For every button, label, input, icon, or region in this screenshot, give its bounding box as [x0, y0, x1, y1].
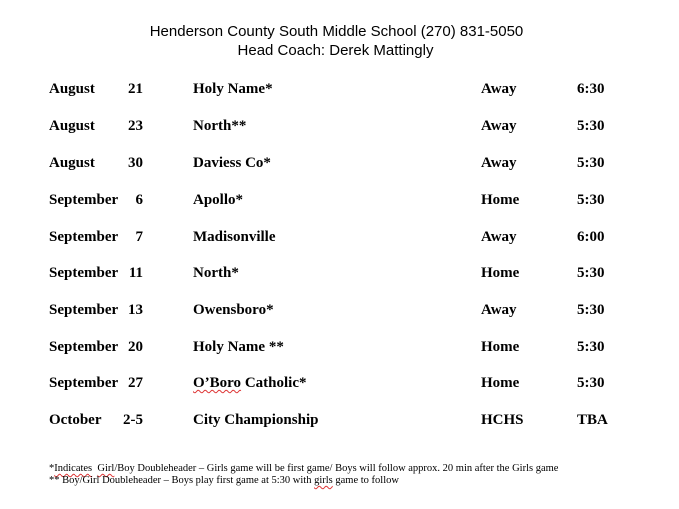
game-month: September — [49, 302, 119, 318]
game-day: 20 — [128, 339, 143, 355]
game-month: August — [49, 155, 95, 171]
location: Away — [481, 155, 517, 171]
game-month: September — [49, 265, 119, 281]
game-day: 6 — [135, 192, 143, 208]
game-month: September — [49, 192, 119, 208]
footnotes — [49, 463, 669, 487]
location: Away — [481, 81, 517, 97]
game-day: 13 — [128, 302, 143, 318]
location: Home — [481, 339, 520, 355]
game-month: October — [49, 412, 102, 428]
schedule-row — [0, 116, 679, 136]
game-time: 5:30 — [577, 265, 605, 281]
game-day: 21 — [128, 81, 143, 97]
spellcheck-word: O’Boro — [193, 375, 242, 391]
game-time: 5:30 — [577, 339, 605, 355]
opponent — [193, 373, 306, 393]
opponent: Madisonville — [193, 229, 276, 245]
schedule-row — [0, 263, 679, 283]
game-time: 5:30 — [577, 192, 605, 208]
opponent: Holy Name ** — [193, 339, 284, 355]
game-day: 2-5 — [123, 412, 143, 428]
schedule-row — [0, 227, 679, 247]
footnote-girl-boy-doubleheader — [49, 463, 669, 475]
location: Away — [481, 302, 517, 318]
game-time: 5:30 — [577, 118, 605, 134]
game-time: 5:30 — [577, 375, 605, 391]
opponent: North* — [193, 265, 239, 281]
schedule-row — [0, 373, 679, 393]
game-day: 7 — [135, 229, 143, 245]
head-coach: Head Coach: Derek Mattingly — [237, 42, 434, 59]
schedule-row — [0, 79, 679, 99]
opponent: Daviess Co* — [193, 155, 271, 171]
game-month: September — [49, 375, 119, 391]
footnote-text: game to follow — [332, 475, 399, 486]
game-month: August — [49, 81, 95, 97]
opponent: City Championship — [193, 412, 319, 428]
game-time: 5:30 — [577, 155, 605, 171]
schedule-row — [0, 410, 679, 430]
location: Home — [481, 265, 520, 281]
game-day: 30 — [128, 155, 143, 171]
location: Away — [481, 118, 517, 134]
game-month: August — [49, 118, 95, 134]
location: Away — [481, 229, 517, 245]
school-name-phone: Henderson County South Middle School (270) 831-5050 — [149, 23, 524, 40]
schedule-row — [0, 337, 679, 357]
opponent-suffix: Catholic* — [241, 375, 307, 391]
spellcheck-word: girls — [314, 475, 333, 486]
spellcheck-word: Girl — [97, 463, 115, 474]
game-time: TBA — [577, 412, 608, 428]
footnote-boy-girl-doubleheader — [49, 475, 669, 487]
opponent: Owensboro* — [193, 302, 274, 318]
game-time: 6:30 — [577, 81, 605, 97]
schedule-row — [0, 300, 679, 320]
opponent: Holy Name* — [193, 81, 273, 97]
location: HCHS — [481, 412, 524, 428]
game-month: September — [49, 339, 119, 355]
game-time: 6:00 — [577, 229, 605, 245]
location: Home — [481, 375, 520, 391]
spellcheck-word: Indicates — [54, 463, 93, 474]
schedule-row — [0, 153, 679, 173]
opponent: Apollo* — [193, 192, 244, 208]
game-day: 11 — [128, 265, 143, 281]
location: Home — [481, 192, 520, 208]
game-day: 23 — [128, 118, 143, 134]
game-time: 5:30 — [577, 302, 605, 318]
footnote-text: /Boy Doubleheader – Girls game will be first game/ Boys will follow approx. 20 min after the Girls game — [114, 463, 559, 474]
footnote-text: ** Boy/Girl Doubleheader – Boys play first game at 5:30 with — [49, 475, 315, 486]
game-day: 27 — [128, 375, 143, 391]
game-month: September — [49, 229, 119, 245]
footnote-marker: * — [49, 463, 55, 474]
opponent: North** — [193, 118, 247, 134]
schedule-row — [0, 190, 679, 210]
